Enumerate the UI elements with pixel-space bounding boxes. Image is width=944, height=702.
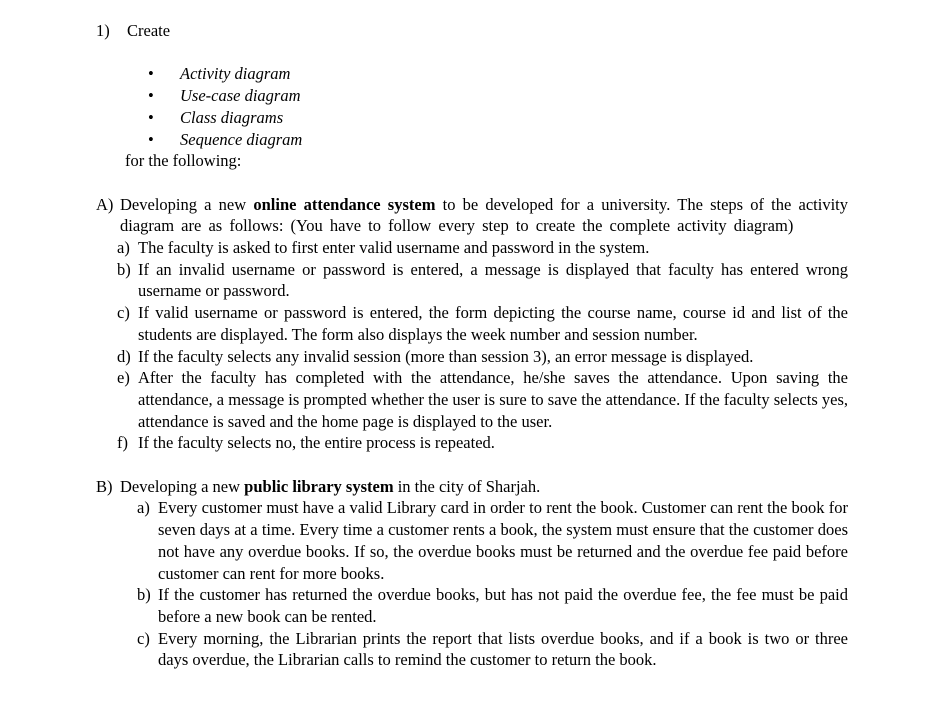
item-marker: c) — [117, 303, 130, 323]
item-marker: c) — [137, 628, 150, 648]
list-item — [117, 346, 848, 368]
item-marker: d) — [117, 346, 131, 366]
intro-text-bold: public library system — [244, 476, 394, 496]
item-text: If the faculty selects no, the entire process is repeated. — [138, 433, 495, 453]
item-text: The faculty is asked to first enter valid username and password in the system. — [138, 238, 650, 257]
item-text: Every customer must have a valid Library card in order to rent the book. Customer can rent the book for seven days at a time. Every time a customer rents a book, the system must ensure that the customer does not have any overdue books. If so, the overdue books must be returned and the overdue fee paid before customer can rent for more books. — [158, 498, 848, 583]
item-text: If valid username or password is entered, the form depicting the course name, course id and list of the students are displayed. The form also displays the week number and session number. — [138, 303, 848, 344]
section-b — [96, 476, 848, 671]
create-label: Create — [127, 21, 171, 40]
item-marker: a) — [137, 498, 150, 518]
bullet-icon: • — [148, 107, 154, 127]
list-item — [137, 497, 848, 584]
item-text: After the faculty has completed with the attendance, he/she saves the attendance. Upon saving the attendance, a message is prompted whether the user is sure to save the attendance. If the faculty selects yes, attendance is saved and the home page is displayed to the user. — [138, 368, 848, 431]
list-item — [148, 129, 848, 151]
section-b-intro-text — [120, 476, 848, 498]
intro-text-before: Developing a new — [120, 476, 245, 496]
section-a-intro-text — [120, 194, 848, 237]
intro-text-after: in the city of Sharjah. — [393, 476, 541, 496]
section-a — [96, 194, 848, 454]
section-b-intro — [96, 476, 848, 498]
list-item — [148, 63, 848, 85]
section-b-marker: B) — [96, 476, 113, 496]
item-text: Every morning, the Librarian prints the report that lists overdue books, and if a book is two or three days overdue, the Librarian calls to remind the customer to return the book. — [158, 628, 848, 670]
diagram-type-class: Class diagrams — [180, 107, 284, 127]
blank-line — [96, 42, 848, 64]
diagram-type-activity: Activity diagram — [180, 64, 291, 84]
item-marker: a) — [117, 238, 130, 257]
item-marker: e) — [117, 368, 130, 388]
item-text: If the faculty selects any invalid session (more than session 3), an error message is displayed. — [138, 346, 754, 366]
list-item — [117, 367, 848, 432]
intro-text-before: Developing a new — [120, 194, 254, 214]
section-a-intro — [96, 194, 848, 237]
diagram-type-sequence: Sequence diagram — [180, 129, 303, 149]
item-marker: b) — [117, 259, 131, 279]
intro-text-after: to be developed for a university. The steps of the activity diagram are as follows: (You have to follow every step to create the complete activity diagram) — [120, 194, 849, 236]
list-item — [137, 628, 848, 671]
item-text: If the customer has returned the overdue books, but has not paid the overdue fee, the fee must be paid before a new book can be rented. — [158, 585, 848, 626]
diagram-type-usecase: Use-case diagram — [180, 86, 301, 106]
intro-text-bold: online attendance system — [253, 194, 436, 214]
bullet-icon: • — [148, 64, 154, 84]
bullet-icon: • — [148, 129, 154, 149]
item-marker: b) — [137, 585, 151, 605]
section-a-marker: A) — [96, 194, 114, 214]
closing-line: for the following: — [125, 151, 242, 171]
numbered-item-create — [96, 20, 848, 42]
list-item — [148, 107, 848, 129]
item-marker: f) — [117, 433, 128, 453]
list-item — [117, 302, 848, 345]
blank-line — [96, 172, 848, 194]
list-item — [137, 584, 848, 627]
list-item — [148, 85, 848, 107]
diagram-type-list — [96, 63, 848, 150]
bullet-icon: • — [148, 86, 154, 106]
list-item — [117, 432, 848, 454]
blank-line — [96, 454, 848, 476]
list-item — [117, 237, 848, 259]
list-item — [117, 259, 848, 302]
item-number: 1) — [96, 21, 110, 40]
item-text: If an invalid username or password is entered, a message is displayed that faculty has entered wrong username or password. — [138, 259, 848, 301]
